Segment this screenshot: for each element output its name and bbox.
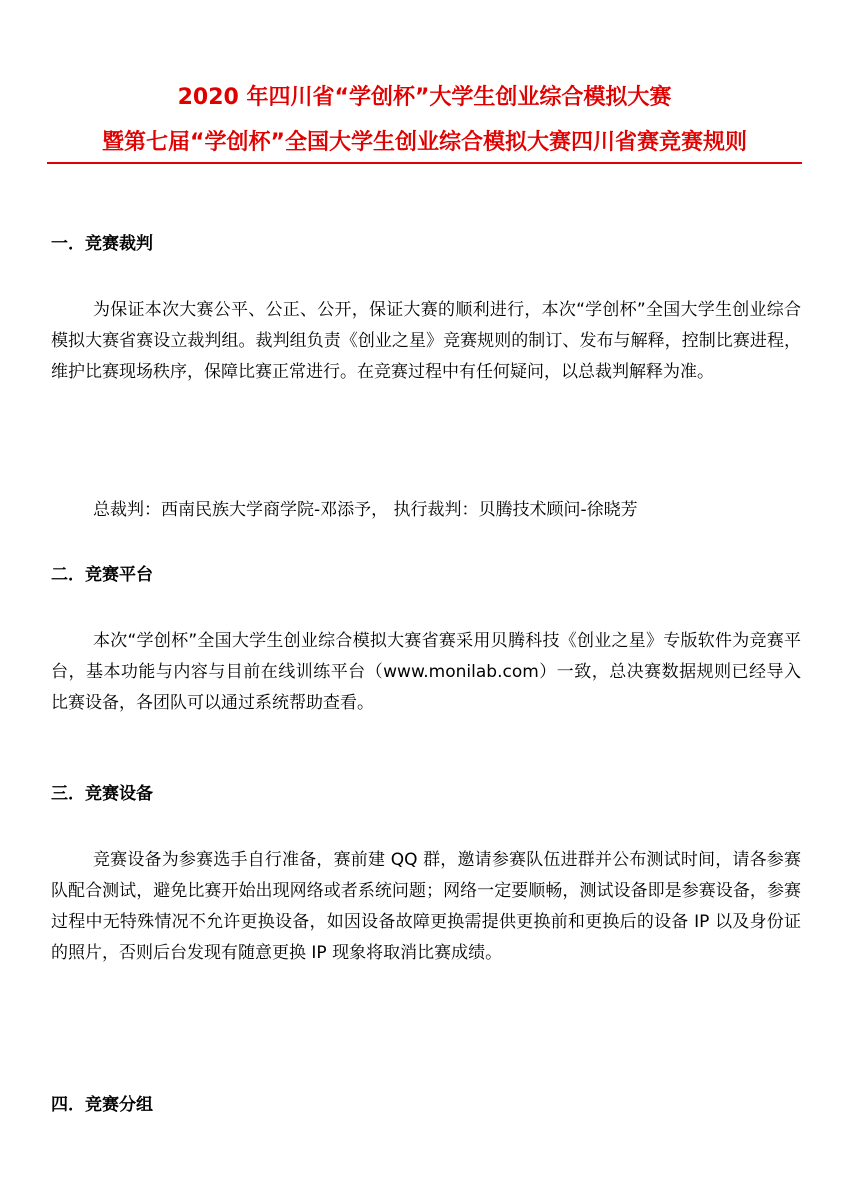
- referee-names: 总裁判：西南民族大学商学院-邓添予， 执行裁判：贝腾技术顾问-徐晓芳: [93, 500, 638, 520]
- section-heading-equipment: 三．竞赛设备: [51, 784, 153, 804]
- section-paragraph-platform: 本次“学创杯”全国大学生创业综合模拟大赛省赛采用贝腾科技《创业之星》专版软件为竞赛平台，基本功能与内容与目前在线训练平台（www.monilab.com）一致，总决赛数据规则已经导入比赛设备，各团队可以通过系统帮助查看。: [51, 631, 801, 713]
- section-paragraph-referees: 为保证本次大赛公平、公正、公开，保证大赛的顺利进行，本次“学创杯”全国大学生创业综合模拟大赛省赛设立裁判组。裁判组负责《创业之星》竞赛规则的制订、发布与解释，控制比赛进程，维护比赛现场秩序，保障比赛正常进行。在竞赛过程中有任何疑问，以总裁判解释为准。: [51, 300, 801, 382]
- section-paragraph-equipment: 竞赛设备为参赛选手自行准备，赛前建 QQ 群，邀请参赛队伍进群并公布测试时间，请各参赛队配合测试，避免比赛开始出现网络或者系统问题；网络一定要顺畅，测试设备即是参赛设备，参赛过程中无特殊情况不允许更换设备，如因设备故障更换需提供更换前和更换后的设备 IP 以及身份证的照片，否则后台发现有随意更换 IP 现象将取消比赛成绩。: [51, 850, 801, 963]
- section-heading-grouping: 四．竞赛分组: [51, 1095, 153, 1115]
- section-heading-referees: 一．竞赛裁判: [51, 234, 153, 254]
- section-heading-platform: 二．竞赛平台: [51, 565, 153, 585]
- title-divider: [47, 162, 802, 164]
- document-title-line-2: 暨第七届“学创杯”全国大学生创业综合模拟大赛四川省赛竞赛规则: [102, 130, 747, 155]
- document-title-line-1: 2020 年四川省“学创杯”大学生创业综合模拟大赛: [177, 85, 672, 110]
